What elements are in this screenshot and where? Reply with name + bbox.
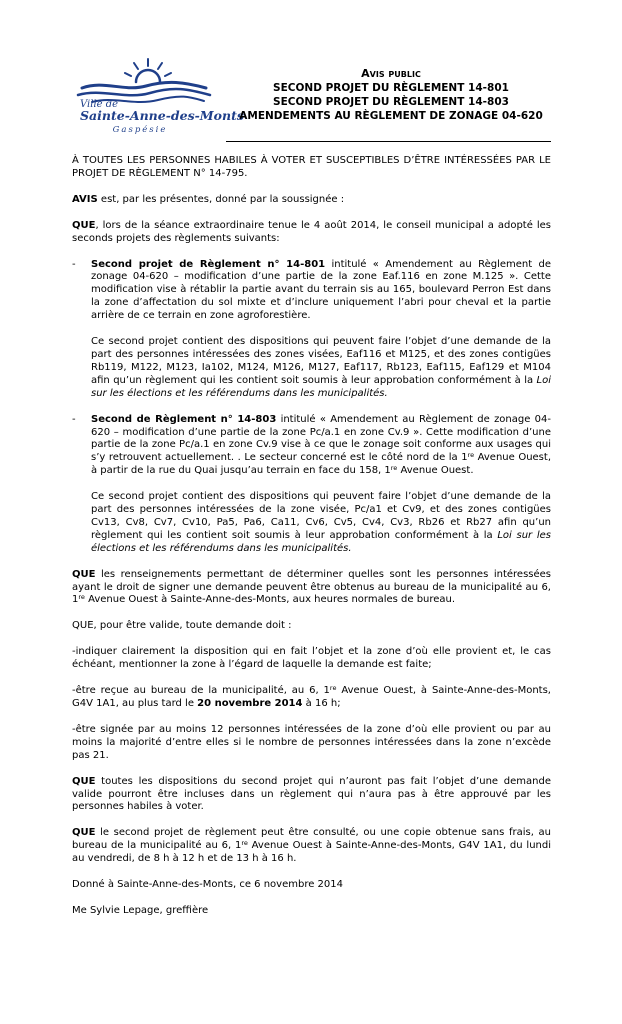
que-dispositions-paragraph — [72, 776, 551, 815]
item-14-801-detail — [72, 336, 551, 401]
deadline-date: 20 novembre 2014 — [197, 698, 303, 709]
logo-line-2: Sainte-Anne-des-Monts — [80, 108, 244, 123]
law-title: Loi sur les élections et les référendums dans les municipalités. — [91, 374, 551, 399]
item-14-803-detail — [72, 491, 551, 556]
que-text-b: Avenue Ouest à Sainte-Anne-des-Monts, G4V 1A1, du lundi au vendredi, de 8 h à 12 h et de 13 h à 16 h. — [72, 840, 551, 865]
que-lead: QUE — [72, 827, 96, 839]
item-text-b: Avenue Ouest, à partir de la rue du Quai jusqu’au terrain en face du 158, 1 — [91, 452, 551, 477]
avis-lead: AVIS — [72, 193, 98, 205]
que-text: toutes les dispositions du second projet qui n’auront pas fait l’objet d’une demande valide pourront être incluses dans un règlement qui n’aura pas à être approuvé par les personnes habiles à voter. — [72, 775, 551, 813]
item-text: intitulé « Amendement au Règlement de zonage 04-620 – modification d’une partie de la zone Eaf.116 en zone M.125 ». Cette modification vise à rétablir la partie avant du terrain sis au 165, boulevard Perron Est dans la zone d’affectation du sol mixte et d’inclure uniquement l’abri pour cheval et la partie arrière de ce terrain en zone agroforestière. — [91, 258, 551, 322]
notice-header — [226, 67, 556, 123]
que-info-paragraph — [72, 569, 551, 608]
item-14-803 — [72, 414, 551, 479]
header-avis: Avis public — [361, 67, 421, 80]
que-lead: QUE — [72, 219, 96, 231]
que-adoption-paragraph — [72, 220, 551, 246]
detail-text: Ce second projet contient des dispositions qui peuvent faire l’objet d’une demande de la part des personnes intéressées de la zone visée, Pc/a1 et Cv9, et des zones contigües Cv13, Cv8, Cv7, Cv10, Pa5, Pa6, Ca11, Cv6, Cv5, Cv4, Cv3, Rb26 et Rb27 afin qu’un règlement qui les contient soit soumis à leur approbation conformément à la — [91, 491, 551, 541]
law-title: Loi sur les élections et les référendums dans les municipalités. — [91, 529, 551, 554]
que-consult-paragraph — [72, 827, 551, 866]
avis-text: est, par les présentes, donné par la soussignée : — [97, 193, 345, 205]
que-lead: QUE — [72, 775, 96, 787]
que-text-a: le second projet de règlement peut être consulté, ou une copie obtenue sans frais, au bureau de la municipalité au 6, 1 — [72, 827, 551, 852]
condition-2 — [72, 685, 551, 711]
cond-text-c: à 16 h; — [302, 698, 341, 709]
header-rule — [226, 141, 551, 142]
header-line-3: AMENDEMENTS AU RÈGLEMENT DE ZONAGE 04-620 — [239, 110, 543, 122]
cond-text-b: Avenue Ouest, à Sainte-Anne-des-Monts, G4V 1A1, au plus tard le — [72, 685, 551, 709]
item-text-a: intitulé « Amendement au Règlement de zonage 04-620 – modification d’une partie de la zone Pc/a.1 en zone Cv.9 ». Cette modification d’une partie de la zone Pc/a.1 en zone Cv.9 vise à ce que le zonage soit conforme aux usages qui s’y retrouvent actuellement. . Le secteur concerné est le côté nord de la 1 — [91, 413, 551, 464]
notice-body — [72, 155, 551, 918]
item-title: Second de Règlement n° 14-803 — [91, 413, 277, 425]
item-title: Second projet de Règlement n° 14-801 — [91, 258, 326, 270]
que-text-b: Avenue Ouest à Sainte-Anne-des-Monts, aux heures normales de bureau. — [84, 594, 456, 606]
que-text: , lors de la séance extraordinaire tenue le 4 août 2014, le conseil municipal a adopté les seconds projets des règlements suivants: — [72, 219, 551, 244]
city-logo — [74, 58, 244, 136]
given-line: Donné à Sainte-Anne-des-Monts, ce 6 novembre 2014 — [72, 879, 344, 891]
header-line-2: SECOND PROJET DU RÈGLEMENT 14-803 — [273, 96, 509, 108]
superscript: re — [241, 839, 248, 848]
cond-text-a: -être reçue au bureau de la municipalité, au 6, 1 — [72, 685, 330, 697]
superscript: re — [390, 464, 398, 473]
item-14-801 — [72, 259, 551, 324]
superscript: re — [467, 451, 475, 460]
que-valid-paragraph: QUE, pour être valide, toute demande doit : — [72, 620, 292, 632]
superscript: re — [78, 593, 85, 602]
signature-line: Me Sylvie Lepage, greffière — [72, 904, 209, 916]
avis-paragraph — [72, 194, 551, 207]
header-line-1: SECOND PROJET DU RÈGLEMENT 14-801 — [273, 82, 509, 94]
superscript: re — [329, 684, 337, 693]
condition-1: -indiquer clairement la disposition qui en fait l’objet et la zone d’où elle provient et, le cas échéant, mentionner la zone à l’égard de laquelle la demande est faite; — [72, 646, 551, 671]
que-text-a: les renseignements permettant de déterminer quelles sont les personnes intéressées ayant le droit de signer une demande peuvent être obtenus au bureau de la municipalité au 6, 1 — [72, 568, 551, 606]
logo-line-3: Gaspésie — [112, 125, 168, 135]
condition-3: -être signée par au moins 12 personnes intéressées de la zone d’où elle provient ou par au moins la majorité d’entre elles si le nombre de personnes intéressées dans la zone n’excède pas 21. — [72, 723, 551, 761]
list-dash: - — [72, 258, 76, 270]
intro-paragraph: À TOUTES LES PERSONNES HABILES À VOTER ET SUSCEPTIBLES D’ÊTRE INTÉRESSÉES PAR LE PROJET DE RÈGLEMENT N° 14-795. — [72, 155, 551, 179]
logo-line-1: Ville de — [80, 99, 119, 110]
detail-text: Ce second projet contient des dispositions qui peuvent faire l’objet d’une demande de la part des personnes intéressées des zones visées, Eaf116 et M125, et des zones contigües Rb119, M122, M123, Ia102, M124, M126, M127, Eaf117, Rb123, Eaf115, Eaf129 et M104 afin qu’un règlement qui les contient soit soumis à leur approbation conformément à la — [91, 336, 551, 386]
que-lead: QUE — [72, 568, 96, 580]
list-dash: - — [72, 413, 76, 425]
item-text-c: Avenue Ouest. — [397, 465, 474, 477]
